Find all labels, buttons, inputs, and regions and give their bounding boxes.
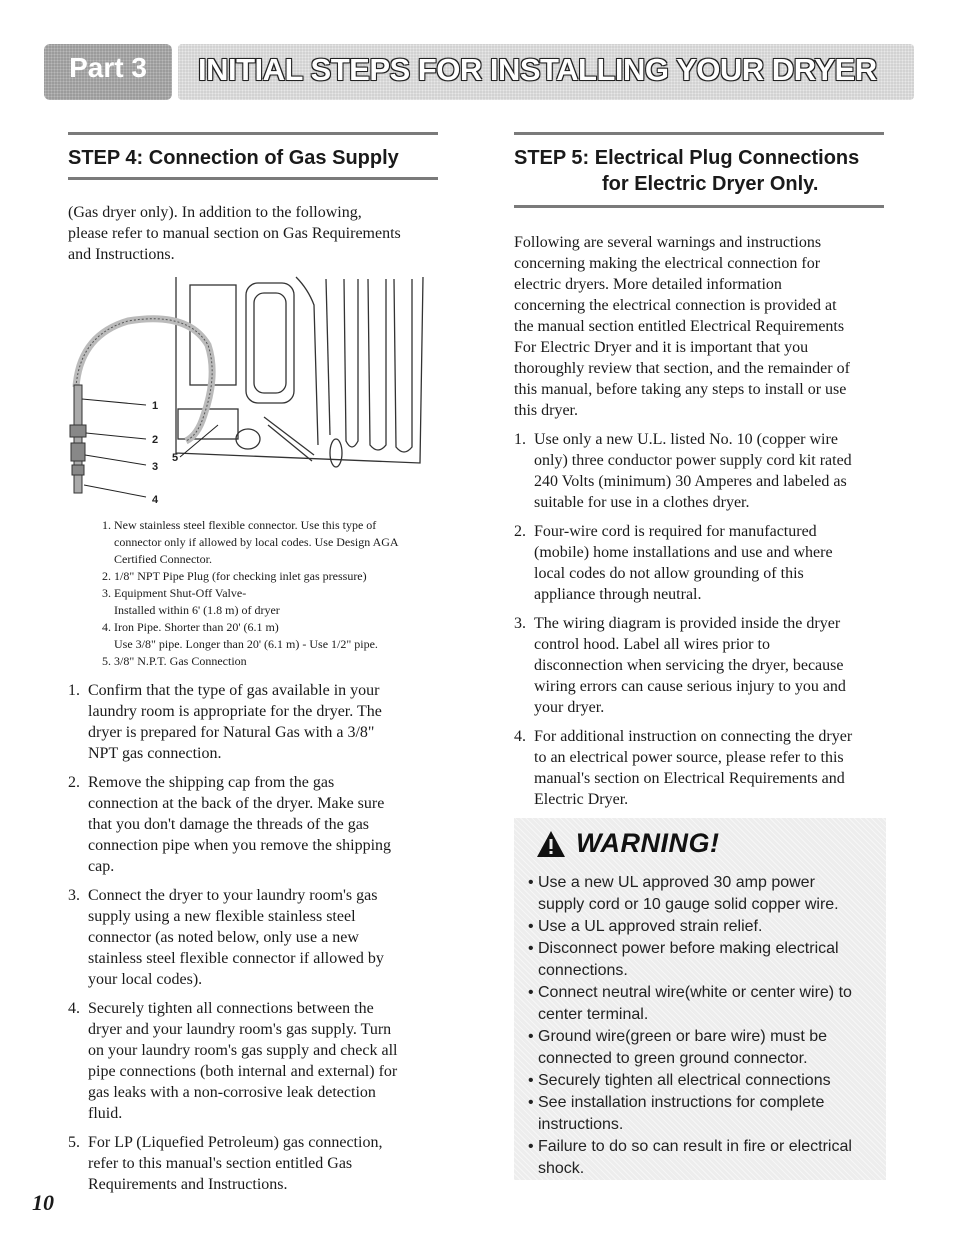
list-item: • Use a new UL approved 30 amp power supply cord or 10 gauge solid copper wire.	[528, 874, 839, 913]
warning-triangle-icon	[536, 830, 566, 858]
dryer-back-illustration	[68, 275, 438, 513]
caption-item: 2. 1/8" NPT Pipe Plug (for checking inlet gas pressure)	[102, 569, 367, 583]
list-item: • See installation instructions for complete instructions.	[528, 1094, 825, 1133]
list-item: 4. For additional instruction on connecting the dryer to an electrical power source, please refer to this manual's section on Electrical Requirements and Electric Dryer.	[514, 728, 853, 808]
callout-2: 2	[152, 434, 159, 446]
header-banner	[178, 44, 914, 100]
warning-title: WARNING!	[576, 828, 720, 858]
list-item: 3. The wiring diagram is provided inside the dryer control hood. Label all wires prior to disconnection when servicing the dryer, because wiring errors can cause serious injury to you and your dryer.	[514, 615, 846, 716]
step4-intro: (Gas dryer only). In addition to the following, please refer to manual section on Gas Requirements and Instructions.	[68, 204, 401, 263]
bottom-rule	[514, 205, 884, 208]
caption-item: 3. Equipment Shut-Off Valve- Installed within 6' (1.8 m) of dryer	[102, 586, 280, 617]
list-item: 4. Securely tighten all connections between the dryer and your laundry room's gas supply. Turn on your laundry room's gas supply and check all pipe connections (both internal and external) for gas leaks with a non-corrosive leak detection fluid.	[68, 1000, 398, 1122]
list-item: • Ground wire(green or bare wire) must be connected to green ground connector.	[528, 1028, 828, 1067]
diagram-captions	[102, 517, 438, 670]
page-title: INITIAL STEPS FOR INSTALLING YOUR DRYER	[198, 52, 877, 87]
bottom-rule	[68, 177, 438, 180]
list-item: • Connect neutral wire(white or center wire) to center terminal.	[528, 984, 852, 1023]
step5-section	[514, 132, 884, 818]
step5-list	[514, 429, 884, 810]
caption-item: 1. New stainless steel flexible connector. Use this type of connector only if allowed by local codes. Use Design AGA Certified Connector.	[102, 518, 399, 566]
callout-4: 4	[152, 494, 159, 506]
part-tab	[44, 44, 172, 100]
caption-item: 5. 3/8" N.P.T. Gas Connection	[102, 654, 247, 668]
caption-item: 4. Iron Pipe. Shorter than 20' (6.1 m) Use 3/8" pipe. Longer than 20' (6.1 m) - Use 1/2" pipe.	[102, 620, 378, 651]
warning-list	[528, 872, 884, 1180]
step5-intro: Following are several warnings and instructions concerning making the electrical connection for electric dryers. More detailed information concerning the electrical connection is provided at the manual section entitled Electrical Requirements For Electric Dryer and it is important that you thoroughly review that section, and the remainder of this manual, before taking any steps to install or use this dryer.	[514, 234, 850, 419]
list-item: 3. Connect the dryer to your laundry room's gas supply using a new flexible stainless steel connector (as noted below, only use a new stainless steel flexible connector if allowed by your local codes).	[68, 887, 384, 988]
page-number: 10	[32, 1190, 54, 1215]
part-label: Part 3	[69, 52, 147, 83]
callout-1: 1	[152, 400, 159, 412]
step4-title: STEP 4: Connection of Gas Supply	[68, 147, 399, 169]
list-item: 1. Use only a new U.L. listed No. 10 (copper wire only) three conductor power supply cord kit rated 240 Volts (minimum) 30 Amperes and labeled as suitable for use in a clothes dryer.	[514, 431, 852, 511]
list-item: • Use a UL approved strain relief.	[528, 918, 763, 935]
callout-3: 3	[152, 461, 159, 473]
list-item: 2. Four-wire cord is required for manufactured (mobile) home installations and use and where local codes do not allow grounding of this appliance through neutral.	[514, 523, 833, 603]
list-item: • Failure to do so can result in fire or electrical shock.	[528, 1138, 852, 1177]
list-item: 5. For LP (Liquefied Petroleum) gas connection, refer to this manual's section entitled Gas Requirements and Instructions.	[68, 1134, 383, 1193]
warning-header	[536, 828, 719, 859]
list-item: • Disconnect power before making electrical connections.	[528, 940, 839, 979]
gas-connection-diagram	[68, 275, 438, 513]
step4-section	[68, 132, 438, 1203]
callout-5: 5	[172, 452, 179, 464]
step4-list	[68, 680, 438, 1195]
list-item: 2. Remove the shipping cap from the gas connection at the back of the dryer. Make sure that you don't damage the threads of the gas connection pipe when you remove the shipping cap.	[68, 774, 392, 875]
warning-box	[514, 818, 886, 1180]
list-item: 1. Confirm that the type of gas available in your laundry room is appropriate for the dryer. The dryer is prepared for Natural Gas with a 3/8" NPT gas connection.	[68, 682, 382, 762]
step5-title: STEP 5: Electrical Plug Connections for Electric Dryer Only.	[514, 147, 860, 195]
list-item: • Securely tighten all electrical connections	[528, 1072, 831, 1089]
